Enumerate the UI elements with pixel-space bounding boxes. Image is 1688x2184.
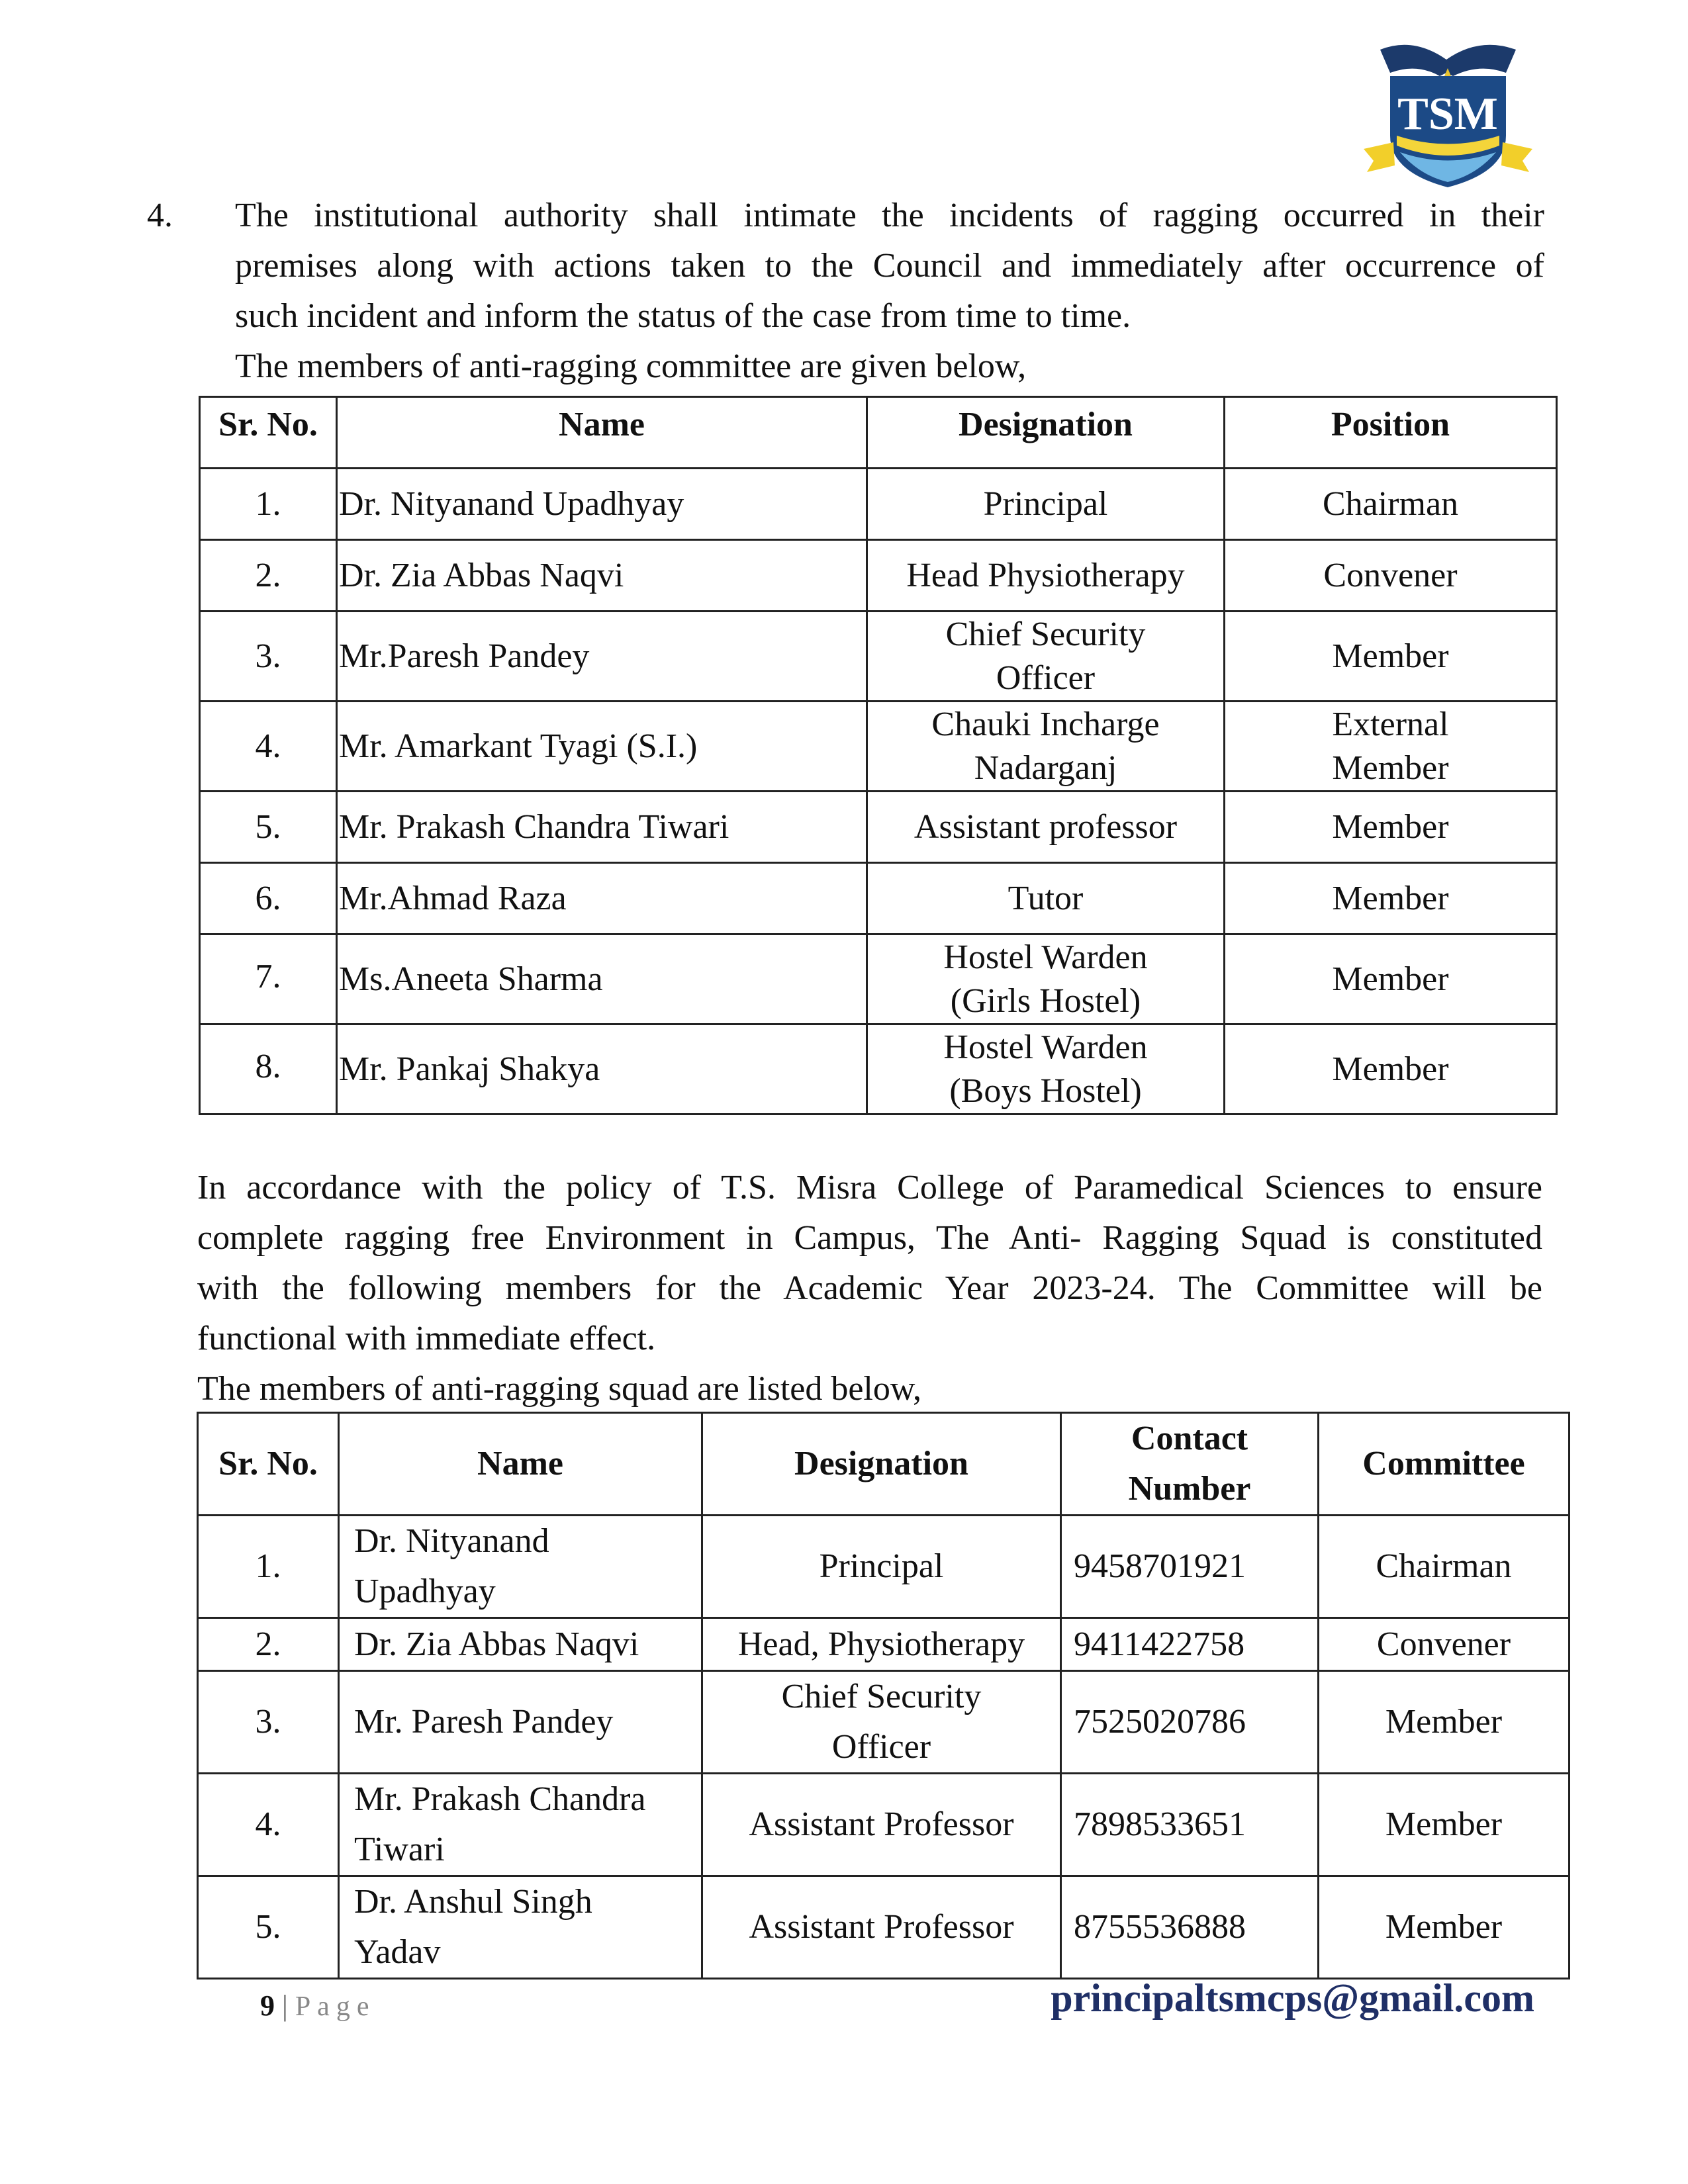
- cell-position: External Member: [1225, 702, 1557, 792]
- table-row: [198, 1774, 1570, 1876]
- squad-table: [197, 1412, 1570, 1979]
- cell-name: Dr. Nityanand Upadhyay: [339, 1516, 702, 1618]
- cell-designation: Head, Physiotherapy: [702, 1618, 1061, 1671]
- paragraph-line: premises along with actions taken to the Council and immediately after occurrence of: [235, 247, 1544, 285]
- cell-committee: Member: [1319, 1671, 1570, 1774]
- cell-designation: Assistant Professor: [702, 1876, 1061, 1979]
- table-row: [200, 934, 1557, 1024]
- committee-table: [199, 396, 1558, 1115]
- header-name: Name: [339, 1413, 702, 1516]
- item4-paragraph: [235, 191, 1544, 392]
- page-footer: [260, 1989, 375, 2023]
- cell-contact-number: 8755536888: [1061, 1876, 1319, 1979]
- table-row: [200, 702, 1557, 792]
- cell-designation: Hostel Warden (Boys Hostel): [867, 1024, 1225, 1115]
- cell-name: Dr. Zia Abbas Naqvi: [337, 540, 867, 612]
- table-row: [200, 863, 1557, 934]
- cell-sr-no: 5.: [200, 792, 337, 863]
- cell-designation: Chauki Incharge Nadarganj: [867, 702, 1225, 792]
- squad-paragraph: [197, 1163, 1542, 1414]
- cell-position: Member: [1225, 612, 1557, 702]
- header-sr-no: Sr. No.: [198, 1413, 339, 1516]
- cell-name: Mr. Prakash Chandra Tiwari: [337, 792, 867, 863]
- cell-committee: Member: [1319, 1876, 1570, 1979]
- page-label: Page: [295, 1991, 376, 2022]
- header-sr-no: Sr. No.: [200, 397, 337, 469]
- cell-sr-no: 3.: [200, 612, 337, 702]
- cell-name: Mr. Pankaj Shakya: [337, 1024, 867, 1115]
- cell-designation: Hostel Warden (Girls Hostel): [867, 934, 1225, 1024]
- paragraph-line: such incident and inform the status of the case from time to time.: [235, 297, 1131, 335]
- cell-name: Dr. Zia Abbas Naqvi: [339, 1618, 702, 1671]
- header-contact-number: Contact Number: [1061, 1413, 1319, 1516]
- cell-sr-no: 2.: [198, 1618, 339, 1671]
- cell-name: Mr.Ahmad Raza: [337, 863, 867, 934]
- paragraph-line: complete ragging free Environment in Campus, The Anti- Ragging Squad is constituted: [197, 1219, 1542, 1257]
- cell-position: Chairman: [1225, 469, 1557, 540]
- cell-sr-no: 1.: [200, 469, 337, 540]
- cell-contact-number: 7525020786: [1061, 1671, 1319, 1774]
- cell-designation: Tutor: [867, 863, 1225, 934]
- cell-name: Dr. Anshul Singh Yadav: [339, 1876, 702, 1979]
- page-separator: |: [282, 1989, 288, 2022]
- cell-name: Mr.Paresh Pandey: [337, 612, 867, 702]
- cell-sr-no: 7.: [200, 934, 337, 1024]
- table-row: [198, 1876, 1570, 1979]
- cell-designation: Assistant professor: [867, 792, 1225, 863]
- cell-contact-number: 9411422758: [1061, 1618, 1319, 1671]
- table-row: [198, 1618, 1570, 1671]
- header-designation: Designation: [867, 397, 1225, 469]
- cell-designation: Chief Security Officer: [702, 1671, 1061, 1774]
- contact-email[interactable]: principaltsmcps@gmail.com: [1051, 1976, 1534, 2020]
- header-name: Name: [337, 397, 867, 469]
- cell-designation: Chief Security Officer: [867, 612, 1225, 702]
- paragraph-line: functional with immediate effect.: [197, 1320, 656, 1357]
- table-row: [200, 540, 1557, 612]
- cell-position: Member: [1225, 792, 1557, 863]
- header-position: Position: [1225, 397, 1557, 469]
- cell-designation: Head Physiotherapy: [867, 540, 1225, 612]
- tsm-logo: [1354, 36, 1542, 195]
- table-row: [198, 1516, 1570, 1618]
- table-row: [200, 792, 1557, 863]
- squad-intro: The members of anti-ragging squad are listed below,: [197, 1370, 922, 1408]
- cell-sr-no: 4.: [198, 1774, 339, 1876]
- cell-designation: Principal: [702, 1516, 1061, 1618]
- cell-contact-number: 9458701921: [1061, 1516, 1319, 1618]
- svg-text:TSM: TSM: [1397, 89, 1498, 140]
- cell-designation: Principal: [867, 469, 1225, 540]
- cell-sr-no: 3.: [198, 1671, 339, 1774]
- cell-position: Member: [1225, 1024, 1557, 1115]
- cell-committee: Member: [1319, 1774, 1570, 1876]
- cell-sr-no: 5.: [198, 1876, 339, 1979]
- table-row: [200, 612, 1557, 702]
- cell-name: Dr. Nityanand Upadhyay: [337, 469, 867, 540]
- cell-name: Ms.Aneeta Sharma: [337, 934, 867, 1024]
- paragraph-line: In accordance with the policy of T.S. Misra College of Paramedical Sciences to ensure: [197, 1169, 1542, 1206]
- cell-position: Member: [1225, 934, 1557, 1024]
- cell-sr-no: 6.: [200, 863, 337, 934]
- committee-intro: The members of anti-ragging committee are given below,: [235, 347, 1027, 385]
- cell-contact-number: 7898533651: [1061, 1774, 1319, 1876]
- item-number: 4.: [147, 197, 173, 234]
- table-row: [198, 1671, 1570, 1774]
- cell-sr-no: 8.: [200, 1024, 337, 1115]
- paragraph-line: with the following members for the Academic Year 2023-24. The Committee will be: [197, 1269, 1542, 1307]
- cell-committee: Convener: [1319, 1618, 1570, 1671]
- cell-position: Member: [1225, 863, 1557, 934]
- cell-sr-no: 2.: [200, 540, 337, 612]
- cell-sr-no: 1.: [198, 1516, 339, 1618]
- table-header-row: [200, 397, 1557, 469]
- cell-name: Mr. Paresh Pandey: [339, 1671, 702, 1774]
- cell-name: Mr. Prakash Chandra Tiwari: [339, 1774, 702, 1876]
- cell-position: Convener: [1225, 540, 1557, 612]
- header-designation: Designation: [702, 1413, 1061, 1516]
- cell-committee: Chairman: [1319, 1516, 1570, 1618]
- page-number: 9: [260, 1989, 275, 2022]
- header-committee: Committee: [1319, 1413, 1570, 1516]
- cell-name: Mr. Amarkant Tyagi (S.I.): [337, 702, 867, 792]
- table-row: [200, 1024, 1557, 1115]
- table-header-row: [198, 1413, 1570, 1516]
- table-row: [200, 469, 1557, 540]
- paragraph-line: The institutional authority shall intimate the incidents of ragging occurred in their: [235, 197, 1544, 234]
- cell-sr-no: 4.: [200, 702, 337, 792]
- cell-designation: Assistant Professor: [702, 1774, 1061, 1876]
